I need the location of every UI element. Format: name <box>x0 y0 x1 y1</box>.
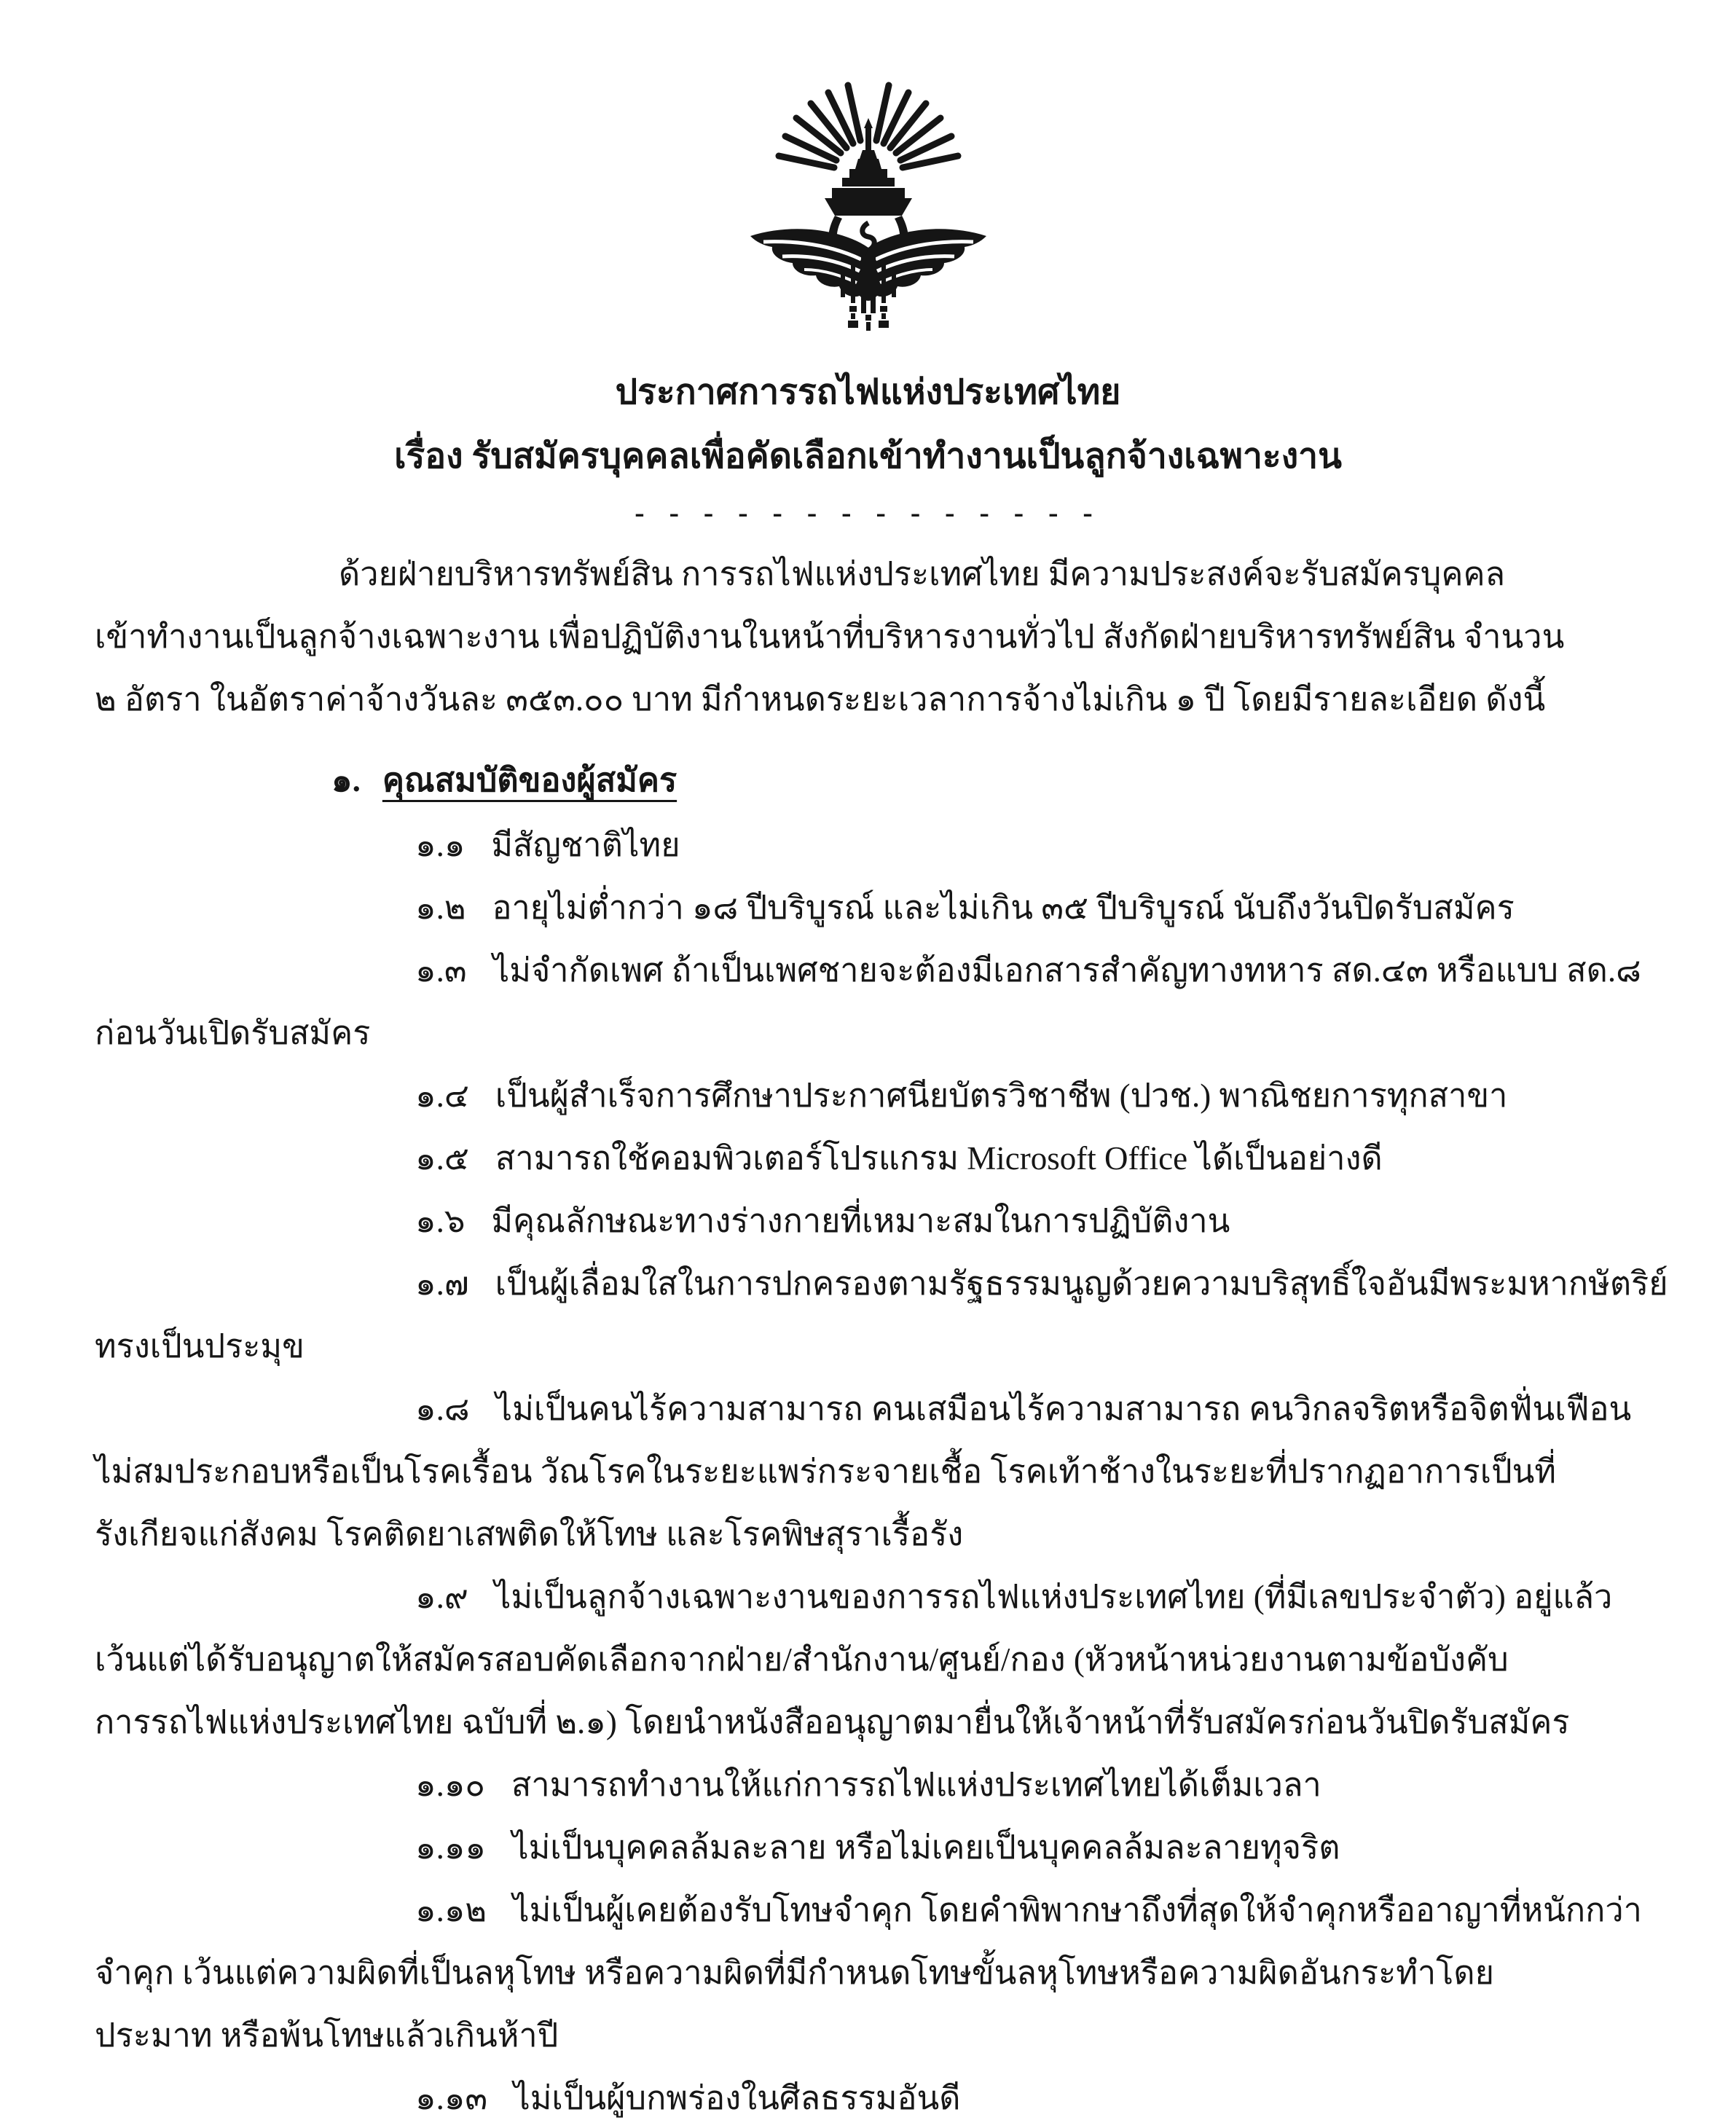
section-1-title: คุณสมบัติของผู้สมัคร <box>382 762 677 798</box>
qualification-item-1-8-continuation-2: รังเกียจแก่สังคม โรคติดยาเสพติดให้โทษ และโรคพิษสุราเรื้อรัง <box>95 1516 964 1552</box>
qualification-item-1-4: ๑.๔ เป็นผู้สำเร็จการศึกษาประกาศนียบัตรวิชาชีพ (ปวช.) พาณิชยการทุกสาขา <box>415 1077 1508 1114</box>
qualification-item-1-9-continuation-2: การรถไฟแห่งประเทศไทย ฉบับที่ ๒.๑) โดยนำหนังสืออนุญาตมายื่นให้เจ้าหน้าที่รับสมัครก่อนวันปิดรับสมัคร <box>95 1704 1570 1740</box>
intro-line-3: ๒ อัตรา ในอัตราค่าจ้างวันละ ๓๕๓.๐๐ บาท มีกำหนดระยะเวลาการจ้างไม่เกิน ๑ ปี โดยมีรายละเอียด ดังนี้ <box>95 681 1546 718</box>
qualification-item-1-3: ๑.๓ ไม่จำกัดเพศ ถ้าเป็นเพศชายจะต้องมีเอกสารสำคัญทางทหาร สด.๔๓ หรือแบบ สด.๘ <box>415 952 1641 989</box>
qualification-item-1-3-continuation: ก่อนวันเปิดรับสมัคร <box>95 1015 371 1051</box>
logo-area <box>0 0 1736 346</box>
intro-line-2: เข้าทำงานเป็นลูกจ้างเฉพาะงาน เพื่อปฏิบัติงานในหน้าที่บริหารงานทั่วไป สังกัดฝ่ายบริหารทรัพย์สิน จำนวน <box>95 619 1565 655</box>
document-body <box>0 531 1736 2128</box>
qualification-item-1-12: ๑.๑๒ ไม่เป็นผู้เคยต้องรับโทษจำคุก โดยคำพิพากษาถึงที่สุดให้จำคุกหรืออาญาที่หนักกว่า <box>415 1892 1642 1928</box>
dashed-divider: - - - - - - - - - - - - - - <box>635 496 1101 529</box>
section-1-number: ๑. <box>331 762 361 798</box>
qualification-item-1-11: ๑.๑๑ ไม่เป็นบุคคลล้มละลาย หรือไม่เคยเป็นบุคคลล้มละลายทุจริต <box>415 1829 1340 1866</box>
srt-garuda-wings-emblem-icon <box>734 82 1002 338</box>
qualification-item-1-12-continuation-1: จำคุก เว้นแต่ความผิดที่เป็นลหุโทษ หรือความผิดที่มีกำหนดโทษขั้นลหุโทษหรือความผิดอันกระทำโดย <box>95 1955 1494 1991</box>
qualification-item-1-9: ๑.๙ ไม่เป็นลูกจ้างเฉพาะงานของการรถไฟแห่งประเทศไทย (ที่มีเลขประจำตัว) อยู่แล้ว <box>415 1579 1613 1615</box>
intro-line-1: ด้วยฝ่ายบริหารทรัพย์สิน การรถไฟแห่งประเทศไทย มีความประสงค์จะรับสมัครบุคคล <box>339 556 1506 592</box>
qualification-item-1-9-continuation-1: เว้นแต่ได้รับอนุญาตให้สมัครสอบคัดเลือกจากฝ่าย/สำนักงาน/ศูนย์/กอง (หัวหน้าหน่วยงานตามข้อบังคับ <box>95 1641 1509 1678</box>
document-subject: เรื่อง รับสมัครบุคคลเพื่อคัดเลือกเข้าทำงานเป็นลูกจ้างเฉพาะงาน <box>394 437 1342 476</box>
qualification-item-1-10: ๑.๑๐ สามารถทำงานให้แก่การรถไฟแห่งประเทศไทยได้เต็มเวลา <box>415 1767 1321 1803</box>
qualification-item-1-5: ๑.๕ สามารถใช้คอมพิวเตอร์โปรแกรม Microsoft Office ได้เป็นอย่างดี <box>415 1140 1383 1177</box>
qualification-item-1-1: ๑.๑ มีสัญชาติไทย <box>415 827 680 863</box>
qualification-item-1-8-continuation-1: ไม่สมประกอบหรือเป็นโรคเรื้อน วัณโรคในระยะแพร่กระจายเชื้อ โรคเท้าช้างในระยะที่ปรากฏอาการเป็นที่ <box>95 1453 1557 1490</box>
qualification-item-1-7: ๑.๗ เป็นผู้เลื่อมใสในการปกครองตามรัฐธรรมนูญด้วยความบริสุทธิ์ใจอันมีพระมหากษัตริย์ <box>415 1265 1668 1302</box>
qualification-item-1-12-continuation-2: ประมาท หรือพ้นโทษแล้วเกินห้าปี <box>95 2017 559 2054</box>
qualification-item-1-13: ๑.๑๓ ไม่เป็นผู้บกพร่องในศีลธรรมอันดี <box>415 2080 961 2116</box>
document-title: ประกาศการรถไฟแห่งประเทศไทย <box>615 373 1121 412</box>
qualification-item-1-7-continuation: ทรงเป็นประมุข <box>95 1328 305 1365</box>
qualification-item-1-6: ๑.๖ มีคุณลักษณะทางร่างกายที่เหมาะสมในการปฏิบัติงาน <box>415 1203 1230 1239</box>
qualification-item-1-8: ๑.๘ ไม่เป็นคนไร้ความสามารถ คนเสมือนไร้ความสามารถ คนวิกลจริตหรือจิตฟั่นเฟือน <box>415 1391 1632 1427</box>
section-1-heading <box>331 747 1649 814</box>
qualification-item-1-2: ๑.๒ อายุไม่ต่ำกว่า ๑๘ ปีบริบูรณ์ และไม่เกิน ๓๕ ปีบริบูรณ์ นับถึงวันปิดรับสมัคร <box>415 890 1515 926</box>
